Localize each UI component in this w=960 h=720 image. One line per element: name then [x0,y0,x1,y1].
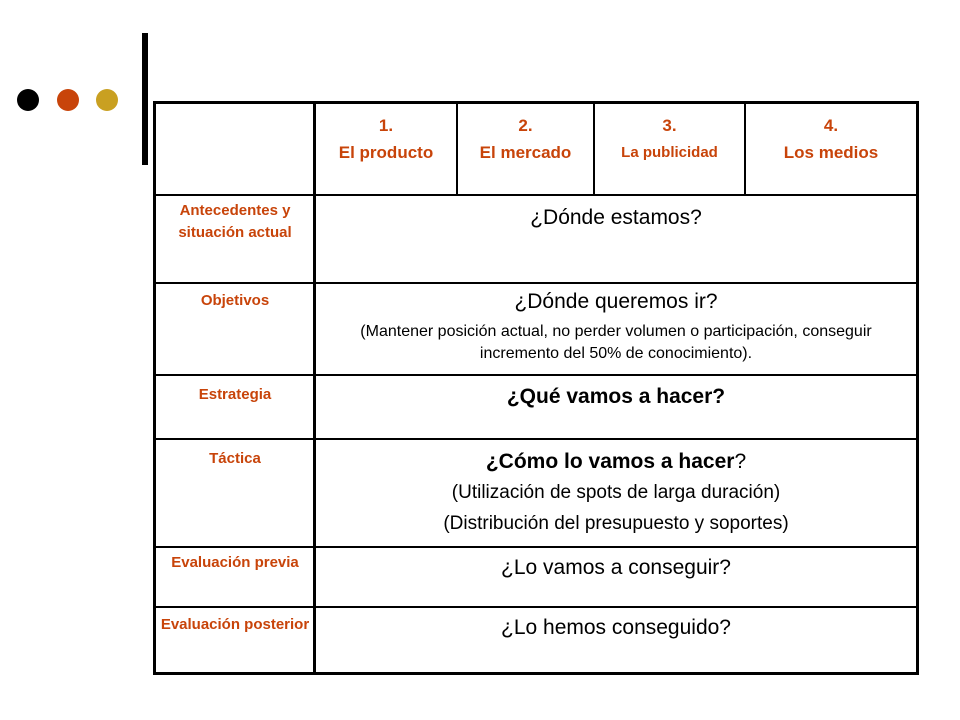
column-header-mercado [458,112,593,166]
column-number: 3. [662,116,677,135]
divider-row-1 [156,194,916,196]
row-content-tactica [316,446,916,539]
row-question-tactica-mark: ? [734,450,747,473]
column-number: 4. [823,116,839,135]
row-content-objetivos [316,286,916,365]
row-question-estrategia: ¿Qué vamos a hacer? [506,385,726,408]
row-detail-tactica-1: (Utilización de spots de larga duración) [451,482,781,503]
row-question-tactica-bold: ¿Cómo lo vamos a hacer [485,450,735,473]
column-label: La publicidad [621,144,718,161]
row-detail-tactica-2: (Distribución del presupuesto y soportes) [443,513,789,534]
row-question-evaluacion-posterior: ¿Lo hemos conseguido? [501,616,731,639]
decorative-dot-gold [96,89,118,111]
divider-row-3 [156,374,916,376]
column-header-publicidad [595,112,744,166]
column-header-medios [746,112,916,166]
row-question-evaluacion-previa: ¿Lo vamos a conseguir? [501,556,731,579]
decorative-vertical-bar [142,33,148,165]
row-label-evaluacion-posterior: Evaluación posterior [160,616,310,633]
row-question-antecedentes: ¿Dónde estamos? [530,206,702,229]
column-label: El mercado [479,143,572,162]
row-note-objetivos: (Mantener posición actual, no perder volumen o participación, conseguir incremento del 50% de conocimiento). [360,323,872,362]
row-question-tactica [316,446,916,477]
column-label: Los medios [783,143,879,162]
divider-row-6 [156,606,916,608]
column-number: 2. [518,116,533,135]
decorative-dot-red [57,89,79,111]
planning-table [153,101,919,675]
row-label-objetivos: Objetivos [200,292,270,309]
row-label-tactica: Táctica [209,450,261,467]
row-question-objetivos: ¿Dónde queremos ir? [514,290,718,313]
divider-row-5 [156,546,916,548]
divider-row-2 [156,282,916,284]
decorative-dot-black [17,89,39,111]
column-number: 1. [378,116,394,135]
column-header-producto [316,112,456,166]
row-label-evaluacion-previa: Evaluación previa [171,554,299,571]
column-label: El producto [338,143,434,162]
row-label-estrategia: Estrategia [198,386,272,403]
row-label-antecedentes: Antecedentes y situación actual [178,202,292,241]
divider-row-4 [156,438,916,440]
